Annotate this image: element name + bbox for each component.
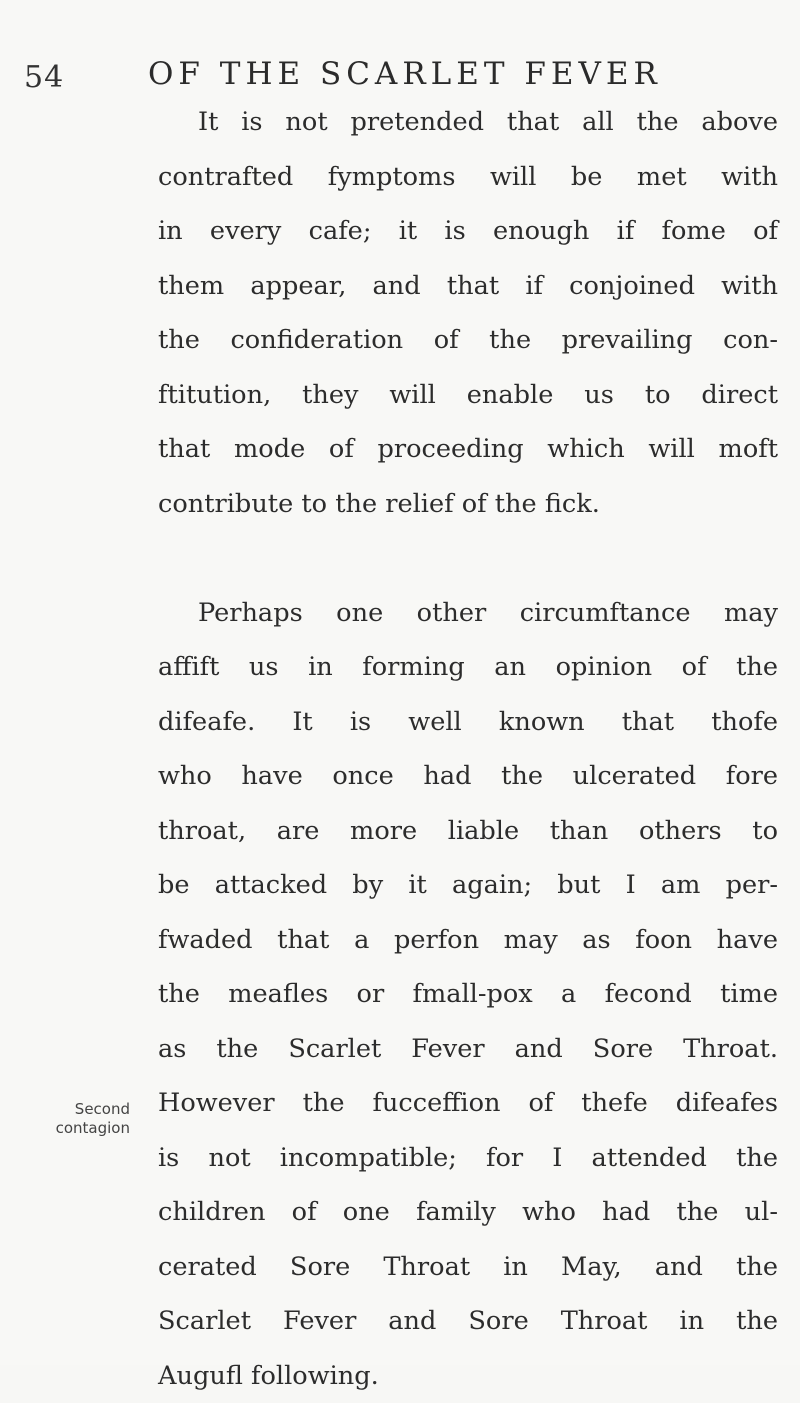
running-title: OF THE SCARLET FEVER — [148, 56, 662, 92]
text-line: that mode of proceeding which will moft — [158, 422, 778, 477]
text-line: It is not pretended that all the above — [158, 95, 778, 150]
margin-note — [10, 1100, 130, 1138]
text-line: fwaded that a perfon may as foon have — [158, 913, 778, 968]
text-line: children of one family who had the ul- — [158, 1185, 778, 1240]
text-line: in every cafe; it is enough if fome of — [158, 204, 778, 259]
paragraph-gap — [158, 531, 778, 586]
text-line: Scarlet Fever and Sore Throat in the — [158, 1294, 778, 1349]
text-line: However the fucceffion of thefe difeafes — [158, 1076, 778, 1131]
body-text — [158, 95, 778, 1403]
text-line: as the Scarlet Fever and Sore Throat. — [158, 1022, 778, 1077]
page-number: 54 — [24, 60, 64, 95]
text-line: difeafe. It is well known that thofe — [158, 695, 778, 750]
margin-note-line: Second — [10, 1100, 130, 1119]
text-line: Augufl following. — [158, 1349, 778, 1403]
text-line: is not incompatible; for I attended the — [158, 1131, 778, 1186]
text-line: throat, are more liable than others to — [158, 804, 778, 859]
paragraph-2 — [158, 586, 778, 1403]
text-line: them appear, and that if conjoined with — [158, 259, 778, 314]
paragraph-1 — [158, 95, 778, 531]
text-line: cerated Sore Throat in May, and the — [158, 1240, 778, 1295]
text-line: Perhaps one other circumftance may — [158, 586, 778, 641]
text-line: contribute to the relief of the fick. — [158, 477, 778, 532]
text-line: contrafted fymptoms will be met with — [158, 150, 778, 205]
text-line: affift us in forming an opinion of the — [158, 640, 778, 695]
margin-note-line: contagion — [10, 1119, 130, 1138]
text-line: the confideration of the prevailing con- — [158, 313, 778, 368]
text-line: be attacked by it again; but I am per- — [158, 858, 778, 913]
text-line: ftitution, they will enable us to direct — [158, 368, 778, 423]
text-line: the meafles or fmall-pox a fecond time — [158, 967, 778, 1022]
text-line: who have once had the ulcerated fore — [158, 749, 778, 804]
